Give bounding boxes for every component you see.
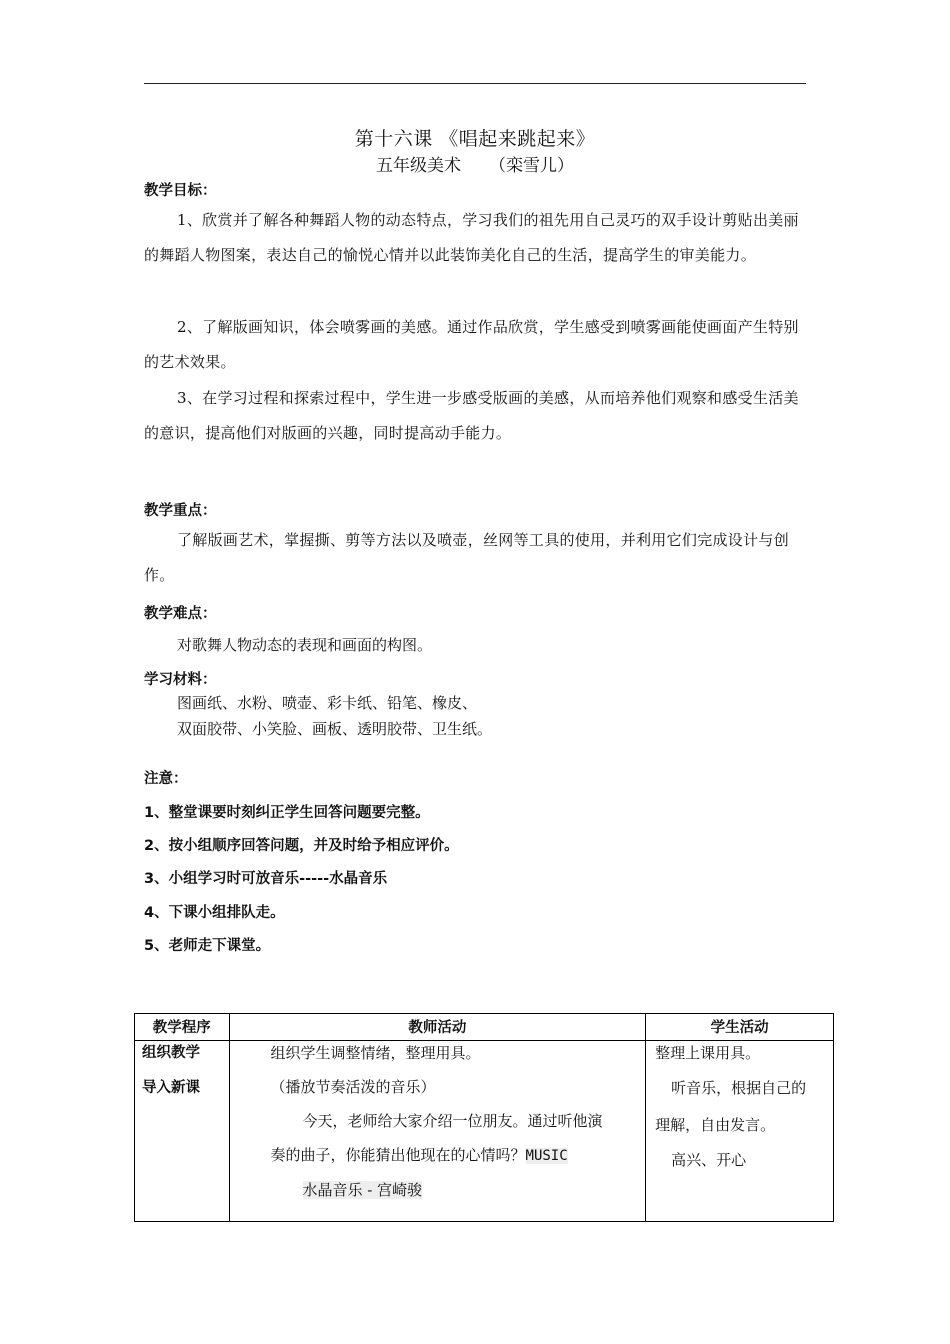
- teacher-line: 组织学生调整情绪，整理用具。: [270, 1044, 481, 1062]
- key-points-text: 了解版画艺术，掌握撕、剪等方法以及喷壶，丝网等工具的使用，并利用它们完成设计与创作。: [144, 531, 790, 584]
- header-rule: [144, 83, 806, 84]
- objectives-heading: 教学目标：: [144, 183, 217, 199]
- note-item: 1、整堂课要时刻纠正学生回答问题要完整。: [144, 805, 430, 821]
- header-teacher-activity: 教师活动: [229, 1014, 646, 1041]
- music-title: 水晶音乐 - 宫崎骏: [302, 1181, 423, 1199]
- stage-label: 组织教学: [142, 1045, 200, 1061]
- objective-2: 2、了解版画知识，体会喷雾画的美感。通过作品欣赏，学生感受到喷雾画能使画面产生特别的艺术效果。: [144, 318, 799, 371]
- difficulties-text: 对歌舞人物动态的表现和画面的构图。: [177, 636, 433, 654]
- header-student-activity: 学生活动: [646, 1014, 834, 1041]
- teacher-line: （播放节奏活泼的音乐）: [270, 1078, 436, 1096]
- notes-heading: 注意：: [144, 771, 188, 787]
- note-item: 2、按小组顺序回答问题，并及时给予相应评价。: [144, 838, 459, 854]
- lesson-procedure-table: [134, 1013, 834, 1222]
- materials-line-1: 图画纸、水粉、喷壶、彩卡纸、铅笔、橡皮、: [177, 694, 478, 712]
- student-line: 听音乐，根据自己的: [671, 1079, 807, 1097]
- materials-heading: 学习材料：: [144, 672, 217, 688]
- objective-3: 3、在学习过程和探索过程中，学生进一步感受版画的美感，从而培养他们观察和感受生活美的意识，提高他们对版画的兴趣，同时提高动手能力。: [144, 389, 799, 442]
- music-tag: MUSIC: [525, 1148, 568, 1164]
- student-line: 高兴、开心: [671, 1151, 747, 1169]
- student-activity-cell: [646, 1041, 834, 1222]
- teacher-name: （栾雪儿）: [489, 156, 574, 176]
- header-procedure: 教学程序: [135, 1014, 230, 1041]
- stage-label: 导入新课: [142, 1080, 200, 1096]
- student-line: 理解，自由发言。: [655, 1116, 776, 1134]
- grade-label: 五年级美术: [376, 156, 461, 176]
- note-item: 5、老师走下课堂。: [144, 938, 271, 954]
- difficulties-heading: 教学难点：: [144, 606, 217, 622]
- teacher-line: 今天，老师给大家介绍一位朋友。通过听他演: [302, 1112, 603, 1130]
- teacher-activity-cell: [229, 1041, 646, 1222]
- key-points-heading: 教学重点：: [144, 503, 217, 519]
- student-line: 整理上课用具。: [655, 1044, 761, 1062]
- table-row: [135, 1041, 834, 1222]
- lesson-subtitle: [0, 151, 950, 176]
- objective-1: 1、欣赏并了解各种舞蹈人物的动态特点，学习我们的祖先用自己灵巧的双手设计剪贴出美丽的舞蹈人物图案，表达自己的愉悦心情并以此装饰美化自己的生活，提高学生的审美能力。: [144, 211, 799, 264]
- materials-line-2: 双面胶带、小笑脸、画板、透明胶带、卫生纸。: [177, 720, 493, 738]
- note-item: 3、小组学习时可放音乐-----水晶音乐: [144, 871, 388, 887]
- lesson-title: 第十六课 《唱起来跳起来》: [354, 128, 596, 150]
- teacher-line: 奏的曲子，你能猜出他现在的心情吗？: [270, 1146, 526, 1164]
- stage-cell: [135, 1041, 230, 1222]
- note-item: 4、下课小组排队走。: [144, 905, 285, 921]
